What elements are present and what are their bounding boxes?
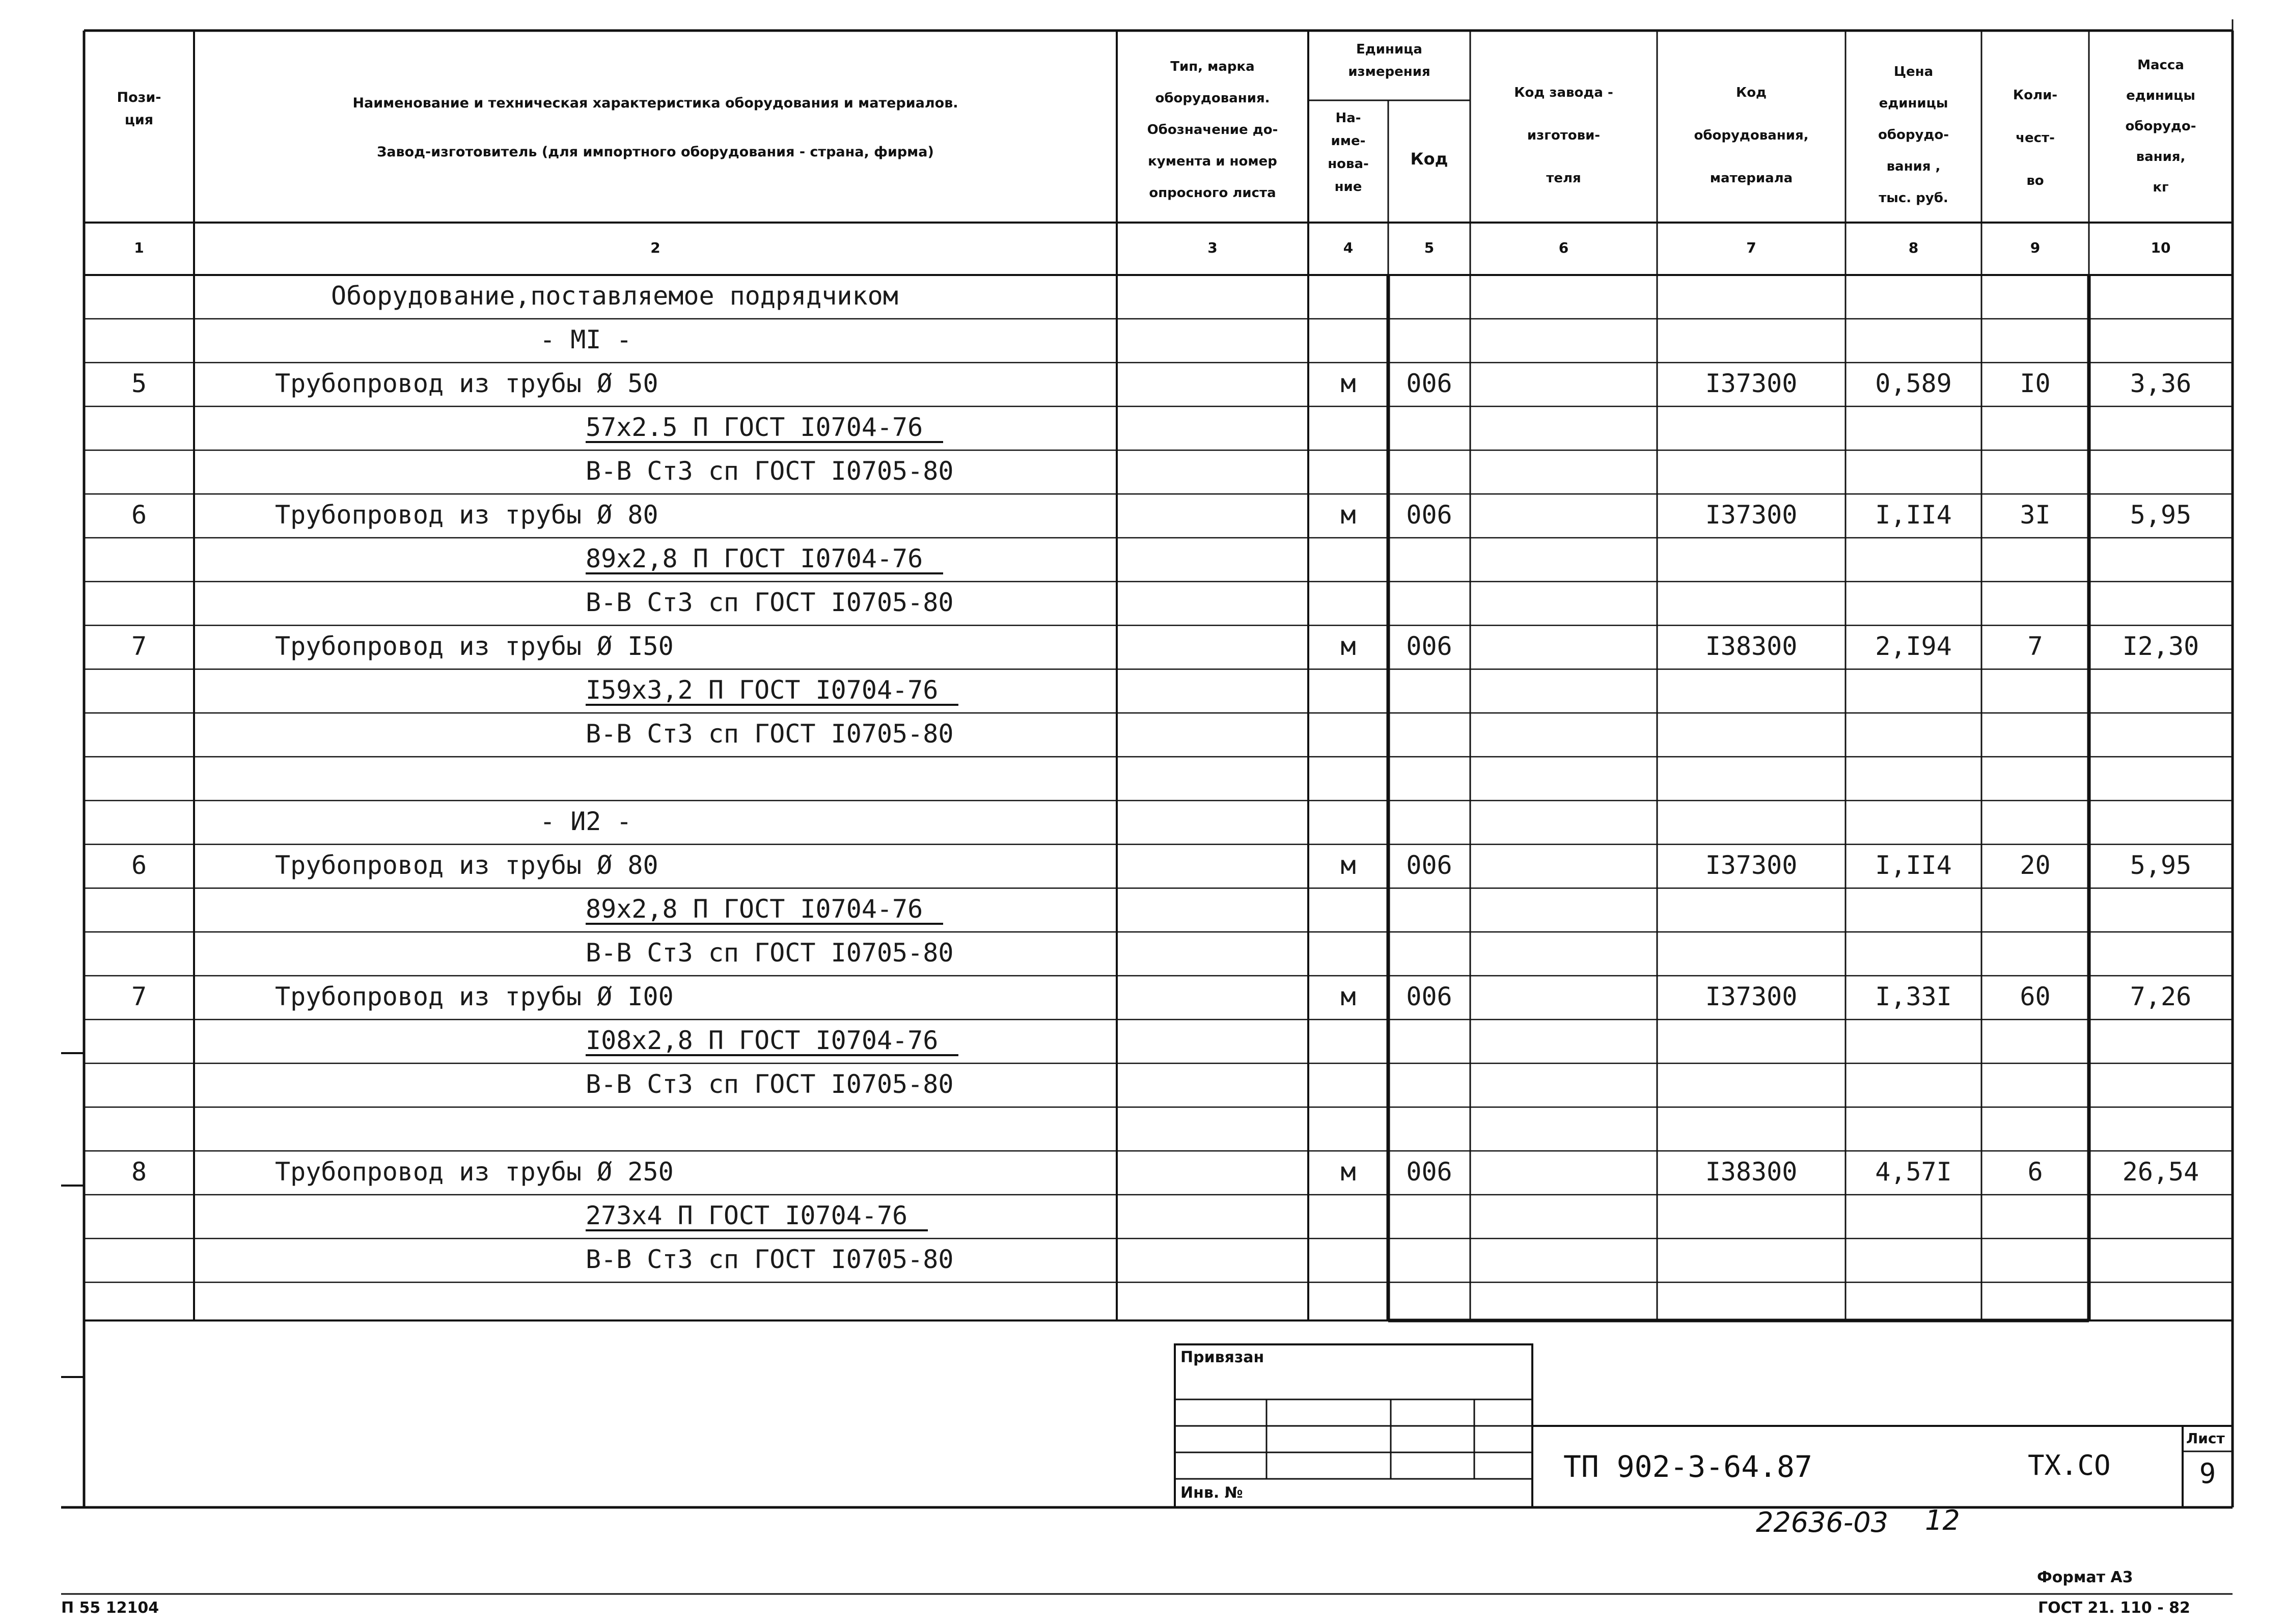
- header-unit-name-line4: ние: [1334, 179, 1362, 195]
- cell-pos: 8: [131, 1157, 147, 1187]
- header-mass-line4: вания,: [2136, 149, 2186, 164]
- cell-qty: 3I: [2020, 500, 2051, 530]
- header-name: [194, 79, 1117, 177]
- inventory-number-label: Инв. №: [1180, 1484, 1243, 1502]
- header-price-line2: единицы: [1879, 96, 1948, 111]
- cell-unit: м: [1340, 850, 1356, 880]
- header-position-line2: ция: [124, 112, 154, 128]
- column-number-1: 1: [134, 239, 144, 256]
- section-code: ТХ.СО: [2028, 1449, 2111, 1481]
- cell-price: I,II4: [1875, 850, 1952, 880]
- cell-eqcode: I37300: [1705, 369, 1798, 398]
- column-number-9: 9: [2030, 239, 2041, 256]
- cell-name: 89x2,8 П ГОСТ I0704-76: [586, 896, 943, 925]
- cell-price: 2,I94: [1875, 631, 1952, 661]
- cell-mass: I2,30: [2122, 631, 2199, 661]
- cell-name: В-В Ст3 сп ГОСТ I0705-80: [586, 1069, 954, 1099]
- cell-name: Оборудование,поставляемое подрядчиком: [331, 281, 898, 311]
- handwritten-number: 22636-03: [1756, 1506, 1888, 1538]
- cell-price: I,33I: [1875, 982, 1952, 1011]
- header-price-line1: Цена: [1893, 64, 1934, 79]
- cell-eqcode: I37300: [1705, 850, 1798, 880]
- cell-name: Трубопровод из трубы Ø 50: [275, 369, 658, 398]
- header-type-line5: опросного листа: [1149, 185, 1276, 201]
- header-price: [1846, 56, 1981, 214]
- header-name-line1: Наименование и техническая характеристика оборудования и материалов.: [352, 95, 958, 111]
- header-type-line4: кумента и номер: [1148, 154, 1277, 169]
- cell-qty: 20: [2020, 850, 2051, 880]
- cell-name: Трубопровод из трубы Ø I50: [275, 631, 674, 661]
- header-unit-line1: Единица: [1356, 42, 1422, 57]
- footer-format: Формат А3: [2037, 1568, 2133, 1586]
- header-price-line4: вания ,: [1886, 159, 1941, 174]
- cell-eqcode: I38300: [1705, 1157, 1798, 1187]
- header-equipment-code-line1: Код: [1736, 85, 1767, 100]
- cell-price: I,II4: [1875, 500, 1952, 530]
- column-number-6: 6: [1558, 239, 1569, 256]
- cell-name: В-В Ст3 сп ГОСТ I0705-80: [586, 456, 954, 486]
- document-code: ТП 902-3-64.87: [1563, 1449, 1812, 1484]
- footer-print-code: П 55 12104: [61, 1599, 159, 1617]
- cell-name: I08x2,8 П ГОСТ I0704-76: [586, 1028, 958, 1056]
- handwritten-page: 12: [1925, 1504, 1960, 1536]
- header-unit: [1308, 38, 1470, 83]
- header-mass-line3: оборудо-: [2125, 119, 2196, 134]
- cell-price: 4,57I: [1875, 1157, 1952, 1187]
- cell-name: Трубопровод из трубы Ø 80: [275, 850, 658, 880]
- column-number-10: 10: [2151, 239, 2171, 256]
- header-quantity-line3: во: [2026, 173, 2044, 188]
- cell-price: 0,589: [1875, 369, 1952, 398]
- cell-eqcode: I37300: [1705, 500, 1798, 530]
- cell-code: 006: [1406, 369, 1452, 398]
- cell-mass: 26,54: [2122, 1157, 2199, 1187]
- header-unit-line2: измерения: [1348, 64, 1430, 79]
- cell-name: 273x4 П ГОСТ I0704-76: [586, 1203, 928, 1231]
- cell-unit: м: [1340, 631, 1356, 661]
- column-number-3: 3: [1207, 239, 1218, 256]
- cell-pos: 7: [131, 631, 147, 661]
- cell-mass: 5,95: [2130, 500, 2192, 530]
- header-equipment-code-line3: материала: [1710, 171, 1793, 186]
- cell-pos: 5: [131, 369, 147, 398]
- cell-mass: 3,36: [2130, 369, 2192, 398]
- header-position: [84, 87, 194, 131]
- cell-qty: I0: [2020, 369, 2051, 398]
- header-unit-code-label: Код: [1410, 149, 1448, 169]
- cell-code: 006: [1406, 1157, 1452, 1187]
- header-manufacturer-code-line2: изготови-: [1527, 128, 1601, 143]
- cell-qty: 60: [2020, 982, 2051, 1011]
- column-number-8: 8: [1908, 239, 1919, 256]
- header-unit-code: [1388, 148, 1470, 170]
- cell-pos: 6: [131, 850, 147, 880]
- cell-name: Трубопровод из трубы Ø 80: [275, 500, 658, 530]
- cell-pos: 7: [131, 982, 147, 1011]
- header-quantity-line2: чест-: [2016, 130, 2055, 146]
- header-type-line2: оборудования.: [1155, 91, 1270, 106]
- header-position-line1: Пози-: [117, 90, 161, 105]
- header-mass-line1: Масса: [2137, 58, 2184, 73]
- sheet-label: Лист: [2186, 1430, 2225, 1447]
- cell-name: В-В Ст3 сп ГОСТ I0705-80: [586, 938, 954, 968]
- header-type: [1117, 51, 1308, 209]
- cell-eqcode: I38300: [1705, 631, 1798, 661]
- header-quantity: [1981, 74, 2089, 202]
- header-unit-name: [1308, 107, 1388, 199]
- cell-name: 89x2,8 П ГОСТ I0704-76: [586, 546, 943, 574]
- cell-pos: 6: [131, 500, 147, 530]
- linked-label: Привязан: [1180, 1348, 1264, 1366]
- header-price-line5: тыс. руб.: [1879, 190, 1948, 206]
- cell-unit: м: [1340, 500, 1356, 530]
- header-manufacturer-code-line3: теля: [1546, 171, 1581, 186]
- cell-name: 57x2.5 П ГОСТ I0704-76: [586, 415, 943, 443]
- sheet-number: 9: [2199, 1457, 2216, 1490]
- cell-mass: 5,95: [2130, 850, 2192, 880]
- cell-name: Трубопровод из трубы Ø 250: [275, 1157, 674, 1187]
- cell-name: Трубопровод из трубы Ø I00: [275, 982, 674, 1011]
- footer-gost: ГОСТ 21. 110 - 82: [2038, 1599, 2190, 1617]
- header-manufacturer-code-line1: Код завода -: [1514, 85, 1613, 100]
- cell-qty: 6: [2027, 1157, 2043, 1187]
- cell-code: 006: [1406, 631, 1452, 661]
- cell-name: I59x3,2 П ГОСТ I0704-76: [586, 677, 958, 706]
- column-number-5: 5: [1424, 239, 1435, 256]
- cell-code: 006: [1406, 982, 1452, 1011]
- cell-code: 006: [1406, 850, 1452, 880]
- cell-eqcode: I37300: [1705, 982, 1798, 1011]
- header-unit-name-line2: име-: [1331, 133, 1366, 149]
- cell-qty: 7: [2027, 631, 2043, 661]
- header-type-line1: Тип, марка: [1170, 59, 1255, 74]
- header-manufacturer-code: [1470, 71, 1657, 200]
- cell-code: 006: [1406, 500, 1452, 530]
- header-mass: [2089, 50, 2233, 203]
- cell-name: В-В Ст3 сп ГОСТ I0705-80: [586, 588, 954, 617]
- cell-name: - И2 -: [540, 807, 632, 836]
- header-equipment-code-line2: оборудования,: [1694, 128, 1809, 143]
- column-number-4: 4: [1343, 239, 1354, 256]
- cell-name: В-В Ст3 сп ГОСТ I0705-80: [586, 719, 954, 749]
- column-number-2: 2: [650, 239, 660, 256]
- column-number-7: 7: [1746, 239, 1756, 256]
- header-equipment-code: [1657, 71, 1846, 200]
- header-mass-line5: кг: [2153, 180, 2169, 195]
- cell-unit: м: [1340, 982, 1356, 1011]
- header-unit-name-line1: На-: [1335, 111, 1361, 126]
- header-type-line3: Обозначение до-: [1147, 122, 1278, 137]
- cell-name: - MI -: [540, 325, 632, 354]
- header-mass-line2: единицы: [2126, 88, 2195, 103]
- cell-unit: м: [1340, 1157, 1356, 1187]
- cell-name: В-В Ст3 сп ГОСТ I0705-80: [586, 1245, 954, 1274]
- cell-mass: 7,26: [2130, 982, 2192, 1011]
- header-name-line2: Завод-изготовитель (для импортного оборудования - страна, фирма): [377, 144, 934, 160]
- cell-unit: м: [1340, 369, 1356, 398]
- header-quantity-line1: Коли-: [2013, 88, 2058, 103]
- header-unit-name-line3: нова-: [1328, 156, 1369, 172]
- header-price-line3: оборудо-: [1878, 127, 1949, 143]
